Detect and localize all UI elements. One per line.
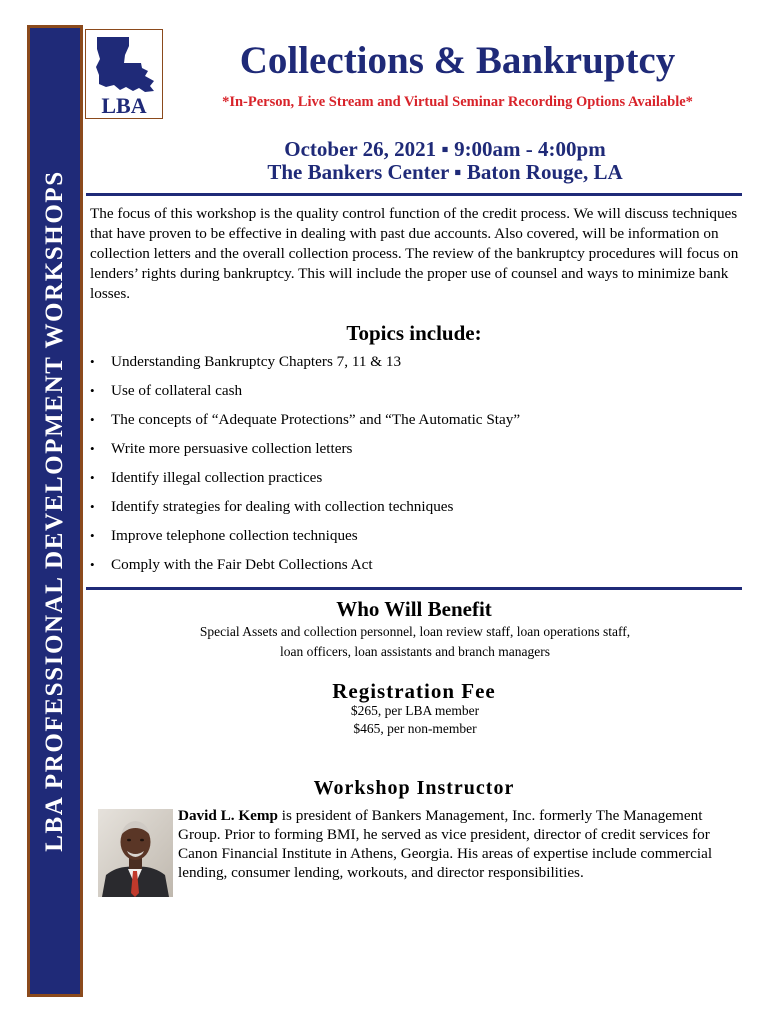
topic-item <box>90 439 730 468</box>
bullet-icon: • <box>90 557 95 572</box>
topic-text: Identify illegal collection practices <box>111 469 323 486</box>
topic-item <box>90 381 730 410</box>
format-options-note: *In-Person, Live Stream and Virtual Seminar Recording Options Available* <box>222 94 693 110</box>
audience-description <box>90 622 740 662</box>
topic-text: Identify strategies for dealing with collection techniques <box>111 498 454 515</box>
topic-item <box>90 352 730 381</box>
divider <box>86 587 742 590</box>
topic-item <box>90 410 730 439</box>
topic-item <box>90 555 730 584</box>
topic-text: Improve telephone collection techniques <box>111 527 358 544</box>
topic-text: The concepts of “Adequate Protections” and “The Automatic Stay” <box>111 411 521 428</box>
topic-item <box>90 468 730 497</box>
benefit-heading: Who Will Benefit <box>336 597 492 621</box>
event-date-time: October 26, 2021 ▪ 9:00am - 4:00pm <box>284 137 606 161</box>
bullet-icon: • <box>90 354 95 369</box>
bullet-icon: • <box>90 383 95 398</box>
bullet-icon: • <box>90 441 95 456</box>
topics-heading: Topics include: <box>346 321 482 345</box>
instructor-name: David L. Kemp <box>178 807 278 824</box>
instructor-heading: Workshop Instructor <box>313 777 515 799</box>
member-fee: $265, per LBA member <box>350 703 480 718</box>
fee-details <box>90 702 740 738</box>
event-location: The Bankers Center ▪ Baton Rouge, LA <box>267 160 623 184</box>
lba-logo <box>85 29 163 119</box>
sidebar-banner-text: LBA PROFESSIONAL DEVELOPMENT WORKSHOPS <box>41 170 68 852</box>
audience-line: Special Assets and collection personnel, loan review staff, loan operations staff, <box>199 624 631 639</box>
bullet-icon: • <box>90 499 95 514</box>
sidebar-banner-inner <box>30 28 80 994</box>
divider <box>86 193 742 196</box>
bullet-icon: • <box>90 412 95 427</box>
bullet-icon: • <box>90 528 95 543</box>
portrait-image <box>98 809 173 897</box>
audience-line: loan officers, loan assistants and branch managers <box>279 644 551 659</box>
logo-text: LBA <box>101 93 147 118</box>
topic-item <box>90 526 730 555</box>
topic-item <box>90 497 730 526</box>
page-title: Collections & Bankruptcy <box>239 39 676 82</box>
topic-text: Use of collateral cash <box>111 382 243 399</box>
fee-heading: Registration Fee <box>332 679 496 703</box>
nonmember-fee: $465, per non-member <box>353 721 477 736</box>
instructor-bio-text: is president of Bankers Management, Inc. formerly The Management Group. Prior to forming BMI, he served as vice president, director of credit services for Canon Financial Institute in Athens, Georgia. His areas of expertise include commercial lending, consumer lending, workouts, and director responsibilities. <box>178 807 713 881</box>
bullet-icon: • <box>90 470 95 485</box>
topic-text: Comply with the Fair Debt Collections Act <box>111 556 373 573</box>
instructor-photo <box>98 809 173 897</box>
topic-text: Understanding Bankruptcy Chapters 7, 11 & 13 <box>111 353 402 370</box>
instructor-bio <box>178 806 738 882</box>
workshop-description: The focus of this workshop is the quality control function of the credit process. We will discuss techniques that have proven to be effective in dealing with past due accounts. Also covered, will be information on collection letters and the overall collection process. The review of the bankruptcy procedures will focus on lenders’ rights during bankruptcy. This will include the proper use of counsel and ways to minimize bank losses. <box>90 205 739 302</box>
louisiana-map-icon <box>85 29 163 119</box>
topics-list <box>90 352 730 584</box>
topic-text: Write more persuasive collection letters <box>111 440 353 457</box>
sidebar-banner <box>27 25 83 997</box>
